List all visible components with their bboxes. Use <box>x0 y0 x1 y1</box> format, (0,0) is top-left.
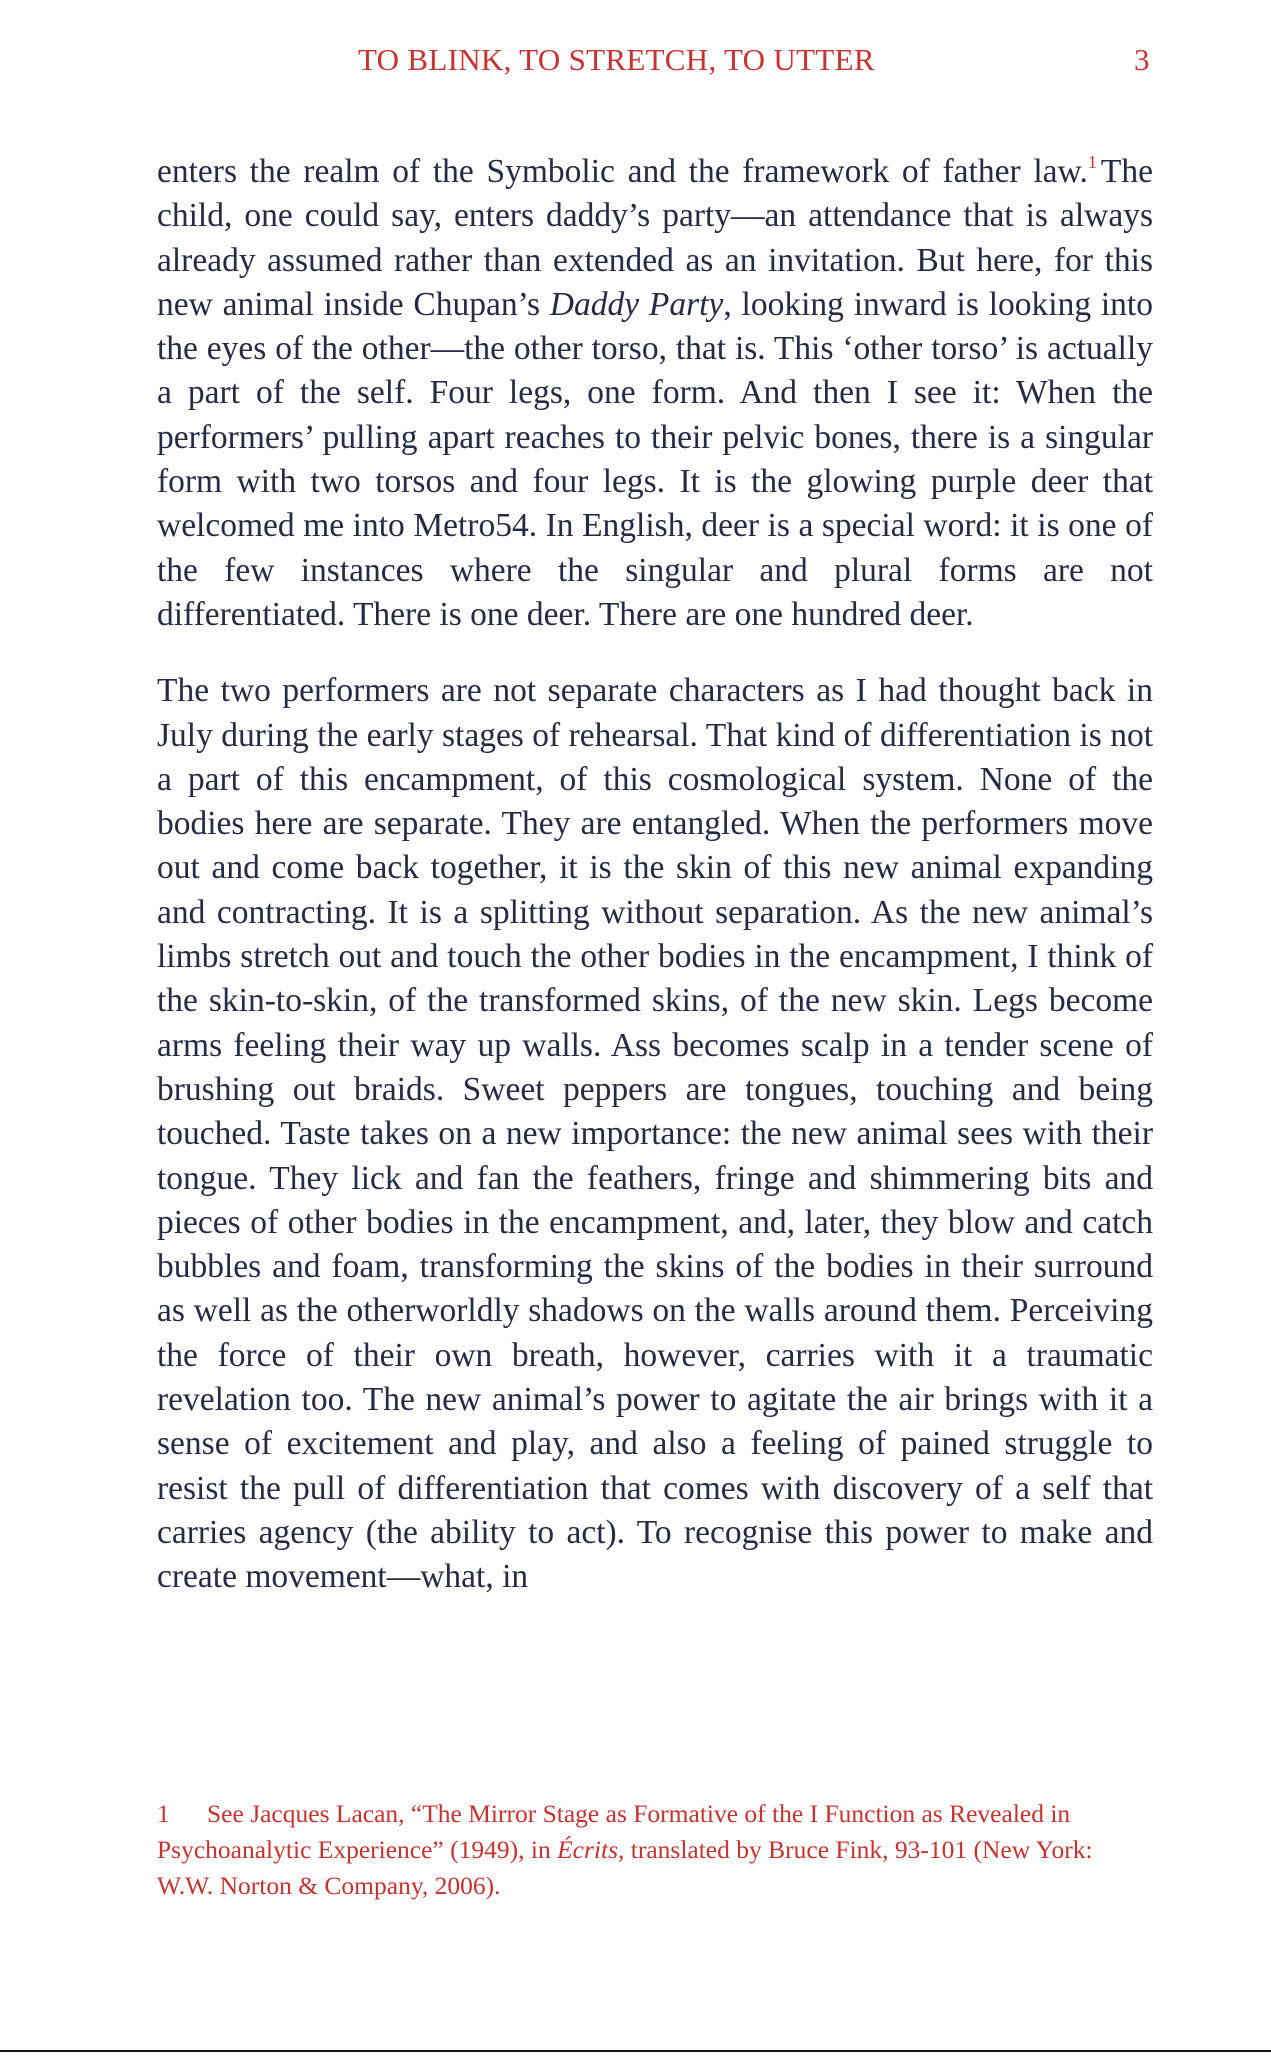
paragraph-1-text-middle: The child, one could say, enters daddy’s party—an attendance that is always already assumed rather than extended as an invitation. But here, for this new animal inside Chupan’s <box>157 153 1153 323</box>
footnote-number: 1 <box>157 1799 170 1828</box>
work-title-italic: Daddy Party <box>549 285 724 323</box>
footnote <box>157 1796 1153 1904</box>
paragraph-1-text-end: , looking inward is looking into the eyes of the other—the other torso, that is. This ‘other torso’ is actually a part of the self. Four legs, one form. And then I see it: When the performers’ pulling apart reaches to their pelvic bones, there is a singular form with two torsos and four legs. It is the glowing purple deer that welcomed me into Metro54. In English, deer is a special word: it is one of the few instances where the singular and plural forms are not differentiated. There is one deer. There are one hundred deer. <box>157 285 1153 633</box>
footnote-text-end: , translated by Bruce Fink, 93-101 (New York: W.W. Norton & Company, 2006). <box>157 1835 1093 1900</box>
page-bottom-rule <box>0 2050 1271 2052</box>
running-header <box>0 36 1271 84</box>
footnote-text-start: See Jacques Lacan, “The Mirror Stage as Formative of the I Function as Revealed in Psychoanalytic Experience” (1949), in <box>157 1799 1071 1864</box>
page-number: 3 <box>1134 42 1150 77</box>
paragraph-2: The two performers are not separate characters as I had thought back in July during the early stages of rehearsal. That kind of differentiation is not a part of this encampment, of this cosmological system. None of the bodies here are separate. They are entangled. When the performers move out and come back together, it is the skin of this new animal expanding and contracting. It is a splitting without separation. As the new animal’s limbs stretch out and touch the other bodies in the encampment, I think of the skin-to-skin, of the transformed skins, of the new skin. Legs become arms feeling their way up walls. Ass becomes scalp in a tender scene of brushing out braids. Sweet peppers are tongues, touching and being touched. Taste takes on a new importance: the new animal sees with their tongue. They lick and fan the feathers, fringe and shimmering bits and pieces of other bodies in the encampment, and, later, they blow and catch bubbles and foam, transforming the skins of the bodies in their surround as well as the otherworldly shadows on the walls around them. Perceiving the force of their own breath, however, carries with it a traumatic revelation too. The new animal’s power to agitate the air brings with it a sense of excitement and play, and also a feeling of pained struggle to resist the pull of differentiation that comes with discovery of a self that carries agency (the ability to act). To recognise this power to make and create movement—what, in <box>157 672 1153 1596</box>
footnote-book-title: Écrits <box>557 1835 618 1864</box>
footnote-reference[interactable]: 1 <box>1087 152 1097 172</box>
body-text <box>157 150 1153 1600</box>
paragraph-1-text-start: enters the realm of the Symbolic and the framework of father law. <box>157 153 1088 190</box>
running-title: TO BLINK, TO STRETCH, TO UTTER <box>358 42 875 77</box>
paragraph-1 <box>157 150 1153 637</box>
